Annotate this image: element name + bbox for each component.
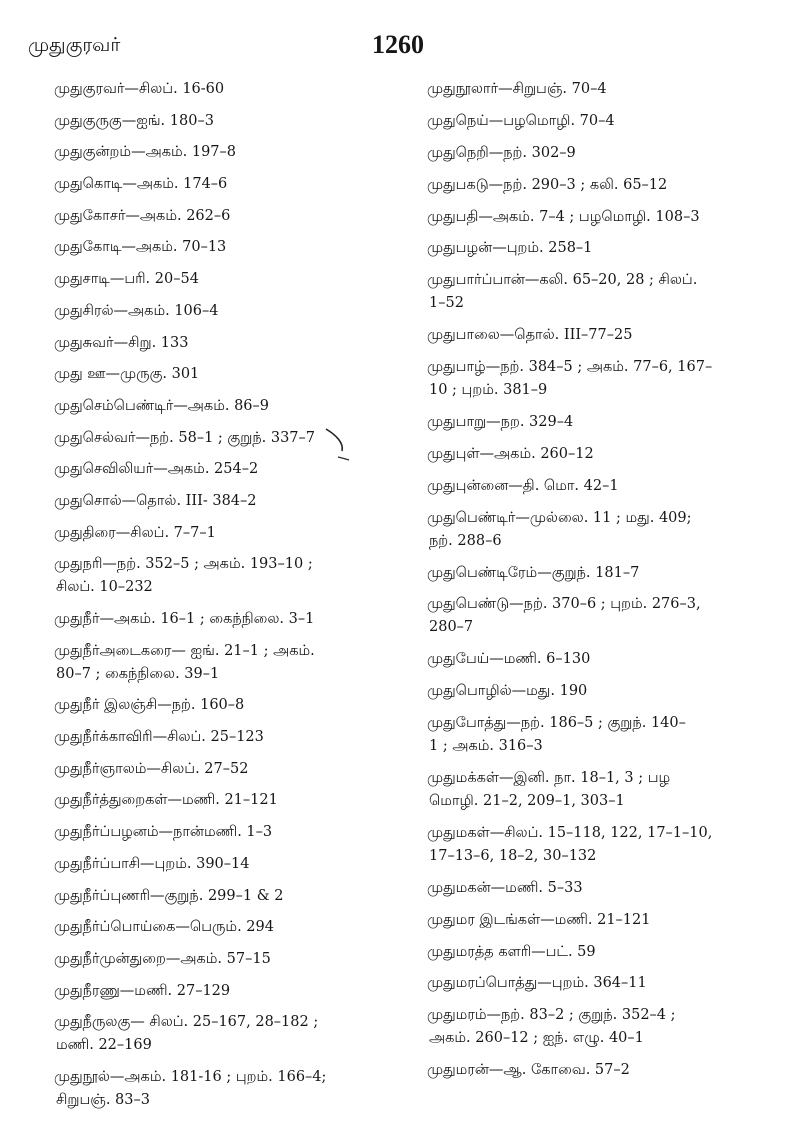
index-entry — [54, 110, 394, 133]
index-entry — [427, 712, 777, 758]
entry-line: முதுபெண்டிர்—முல்லை. 11 ; மது. 409; — [427, 509, 692, 526]
entry-line: முதுபகடு—நற். 290–3 ; கலி. 65–12 — [427, 176, 668, 193]
entry-continuation-line: 17–13–6, 18–2, 30–132 — [429, 847, 597, 864]
entry-continuation-line: 1–52 — [429, 295, 464, 312]
index-entry — [427, 562, 777, 585]
index-entry — [427, 324, 777, 347]
entry-line: முதுசொல்—தொல். III- 384–2 — [54, 492, 257, 509]
index-entry — [427, 507, 777, 553]
entry-line: முதுமகன்—மணி. 5–33 — [427, 879, 583, 896]
index-entry — [427, 237, 777, 260]
index-entry — [54, 640, 394, 686]
entry-line: முதுபழன்—புறம். 258–1 — [427, 240, 593, 257]
entry-line: முதுநீர்க்காவிரி—சிலப். 25–123 — [54, 729, 264, 746]
index-entry — [54, 332, 394, 355]
index-entry — [427, 909, 777, 932]
index-entry — [54, 173, 394, 196]
entry-line: முதுநீர்அடைகரை— ஐங். 21–1 ; அகம். — [54, 642, 315, 659]
index-entry — [54, 948, 394, 971]
index-entry — [54, 853, 394, 876]
index-entry — [54, 1066, 394, 1112]
index-entry — [54, 141, 394, 164]
entry-line: முதுநீர்ப்பொய்கை—பெரும். 294 — [54, 919, 274, 936]
index-entry — [427, 648, 777, 671]
entry-line: முதுநீர்ப்பாசி—புறம். 390–14 — [54, 855, 250, 872]
index-entry — [427, 206, 777, 229]
index-entry — [427, 680, 777, 703]
entry-line: முதுமர இடங்கள்—மணி. 21–121 — [427, 911, 651, 928]
entry-line: முதுமகள்—சிலப். 15–118, 122, 17–1–10, — [427, 824, 713, 841]
running-head: முதுகுரவர் — [28, 34, 121, 56]
entry-continuation-line: மணி. 22–169 — [56, 1037, 152, 1054]
index-entry — [427, 941, 777, 964]
right-column — [427, 78, 777, 1091]
index-entry — [54, 916, 394, 939]
entry-line: முதுநீர்முன்துறை—அகம். 57–15 — [54, 950, 271, 967]
entry-line: முதுகோடி—அகம். 70–13 — [54, 239, 227, 256]
index-entry — [54, 490, 394, 513]
entry-line: முதுகுரவர்—சிலப். 16-60 — [54, 81, 225, 97]
entry-line: முதுநரி—நற். 352–5 ; அகம். 193–10 ; — [54, 556, 313, 573]
entry-line: முதுபொழில்—மது. 190 — [427, 683, 588, 700]
entry-line: முதுநீர்ப்பழனம்—நான்மணி. 1–3 — [54, 824, 273, 841]
index-entry — [427, 110, 777, 133]
entry-line: முதுநெய்—பழமொழி. 70–4 — [427, 112, 615, 129]
index-entry — [54, 821, 394, 844]
entry-line: முதுநீருலகு— சிலப். 25–167, 28–182 ; — [54, 1014, 319, 1031]
index-entry — [54, 885, 394, 908]
index-entry — [54, 363, 394, 386]
index-entry — [54, 236, 394, 259]
index-entry — [427, 972, 777, 995]
index-entry — [54, 522, 394, 545]
entry-line: முதுசாடி—பரி. 20–54 — [54, 271, 199, 288]
entry-continuation-line: அகம். 260–12 ; ஐந். எழு. 40–1 — [429, 1030, 644, 1047]
index-entry — [427, 269, 777, 315]
entry-line: முதுகொடி—அகம். 174–6 — [54, 176, 228, 193]
index-entry — [54, 789, 394, 812]
entry-line: முதுநீர்ப்புணரி—குறுந். 299–1 & 2 — [54, 887, 284, 904]
entry-line: முதுசெவிலியர்—அகம். 254–2 — [54, 461, 259, 478]
index-entry — [427, 877, 777, 900]
entry-line: முதுபுள்—அகம். 260–12 — [427, 445, 594, 462]
page-number: 1260 — [372, 30, 424, 59]
entry-continuation-line: 80–7 ; கைந்நிலை. 39–1 — [56, 665, 220, 682]
index-entry — [54, 980, 394, 1003]
index-entry — [427, 1004, 777, 1050]
entry-line: முதுபோத்து—நற். 186–5 ; குறுந். 140– — [427, 715, 686, 732]
entry-line: முதுபாறு—நற. 329–4 — [427, 414, 574, 431]
entry-line: முதுநீர்ஞாலம்—சிலப். 27–52 — [54, 760, 249, 777]
entry-line: முதுசெம்பெண்டிர்—அகம். 86–9 — [54, 397, 270, 414]
entry-line: முதுபாழ்—நற். 384–5 ; அகம். 77–6, 167– — [427, 359, 713, 376]
index-entry — [54, 758, 394, 781]
entry-line: முது ஊ—முருகு. 301 — [54, 366, 200, 383]
entry-line: முதுநீரணு—மணி. 27–129 — [54, 982, 231, 999]
index-entry — [427, 142, 777, 165]
entry-line: முதுநெறி—நற். 302–9 — [427, 144, 576, 161]
index-entry — [427, 411, 777, 434]
index-entry — [54, 553, 394, 599]
entry-line: முதுசெல்வர்—நற். 58–1 ; குறுந். 337–7 — [54, 429, 315, 446]
entry-line: முதுகோசர்—அகம். 262–6 — [54, 207, 231, 224]
index-entry — [54, 268, 394, 291]
entry-line: முதுபெண்டு—நற். 370–6 ; புறம். 276–3, — [427, 596, 701, 613]
left-column — [54, 78, 394, 1121]
index-entry — [427, 443, 777, 466]
index-entry — [427, 174, 777, 197]
entry-continuation-line: சிலப். 10–232 — [56, 579, 153, 596]
pen-mark-icon — [322, 427, 352, 467]
entry-line: முதுநீர் இலஞ்சி—நற். 160–8 — [54, 697, 245, 714]
entry-line: முதுமரம்—நற். 83–2 ; குறுந். 352–4 ; — [427, 1007, 676, 1024]
index-entry — [54, 694, 394, 717]
index-entry — [427, 475, 777, 498]
entry-line: முதுநீர்—அகம். 16–1 ; கைந்நிலை. 3–1 — [54, 611, 315, 627]
entry-continuation-line: 1 ; அகம். 316–3 — [429, 738, 543, 755]
entry-continuation-line: சிறுபஞ். 83–3 — [56, 1091, 150, 1108]
entry-line: முதுபெண்டிரேம்—குறுந். 181–7 — [427, 564, 640, 581]
entry-continuation-line: 10 ; புறம். 381–9 — [429, 382, 548, 399]
entry-line: முதுபதி—அகம். 7–4 ; பழமொழி. 108–3 — [427, 208, 700, 225]
index-entry — [427, 78, 777, 101]
entry-line: முதுமரன்—ஆ. கோவை. 57–2 — [427, 1062, 630, 1079]
index-entry — [54, 395, 394, 418]
entry-line: முதுசிரல்—அகம். 106–4 — [54, 302, 219, 319]
entry-continuation-line: 280–7 — [429, 619, 474, 636]
entry-line: முதுகுன்றம்—அகம். 197–8 — [54, 144, 237, 161]
index-entry — [54, 726, 394, 749]
entry-line: முதுமக்கள்—இனி. நா. 18–1, 3 ; பழ — [427, 770, 671, 787]
entry-line: முதுபார்ப்பான்—கலி. 65–20, 28 ; சிலப். — [427, 272, 698, 289]
entry-line: முதுகுருகு—ஐங். 180–3 — [54, 112, 214, 129]
entry-line: முதுபேய்—மணி. 6–130 — [427, 651, 591, 668]
index-entry — [54, 608, 394, 631]
entry-line: முதுதிரை—சிலப். 7–7–1 — [54, 524, 216, 541]
entry-line: முதுபுன்னை—தி. மொ. 42–1 — [427, 477, 619, 494]
entry-line: முதுநூலார்—சிறுபஞ். 70–4 — [427, 81, 607, 97]
index-entry — [427, 356, 777, 402]
index-entry — [427, 767, 777, 813]
entry-line: முதுமரப்பொத்து—புறம். 364–11 — [427, 975, 647, 992]
index-entry — [427, 822, 777, 868]
index-entry — [427, 593, 777, 639]
entry-line: முதுபாலை—தொல். III–77–25 — [427, 327, 633, 344]
index-entry — [427, 1059, 777, 1082]
index-entry — [54, 300, 394, 323]
index-entry — [54, 1011, 394, 1057]
entry-line: முதுநீர்த்துறைகள்—மணி. 21–121 — [54, 792, 278, 809]
index-entry — [54, 78, 394, 101]
entry-line: முதுசுவர்—சிறு. 133 — [54, 334, 189, 351]
index-entry — [54, 205, 394, 228]
entry-continuation-line: மொழி. 21–2, 209–1, 303–1 — [429, 793, 625, 810]
entry-line: முதுமரத்த களரி—பட். 59 — [427, 943, 596, 960]
entry-continuation-line: நற். 288–6 — [429, 532, 502, 549]
entry-line: முதுநூல்—அகம். 181-16 ; புறம். 166–4; — [54, 1068, 327, 1085]
